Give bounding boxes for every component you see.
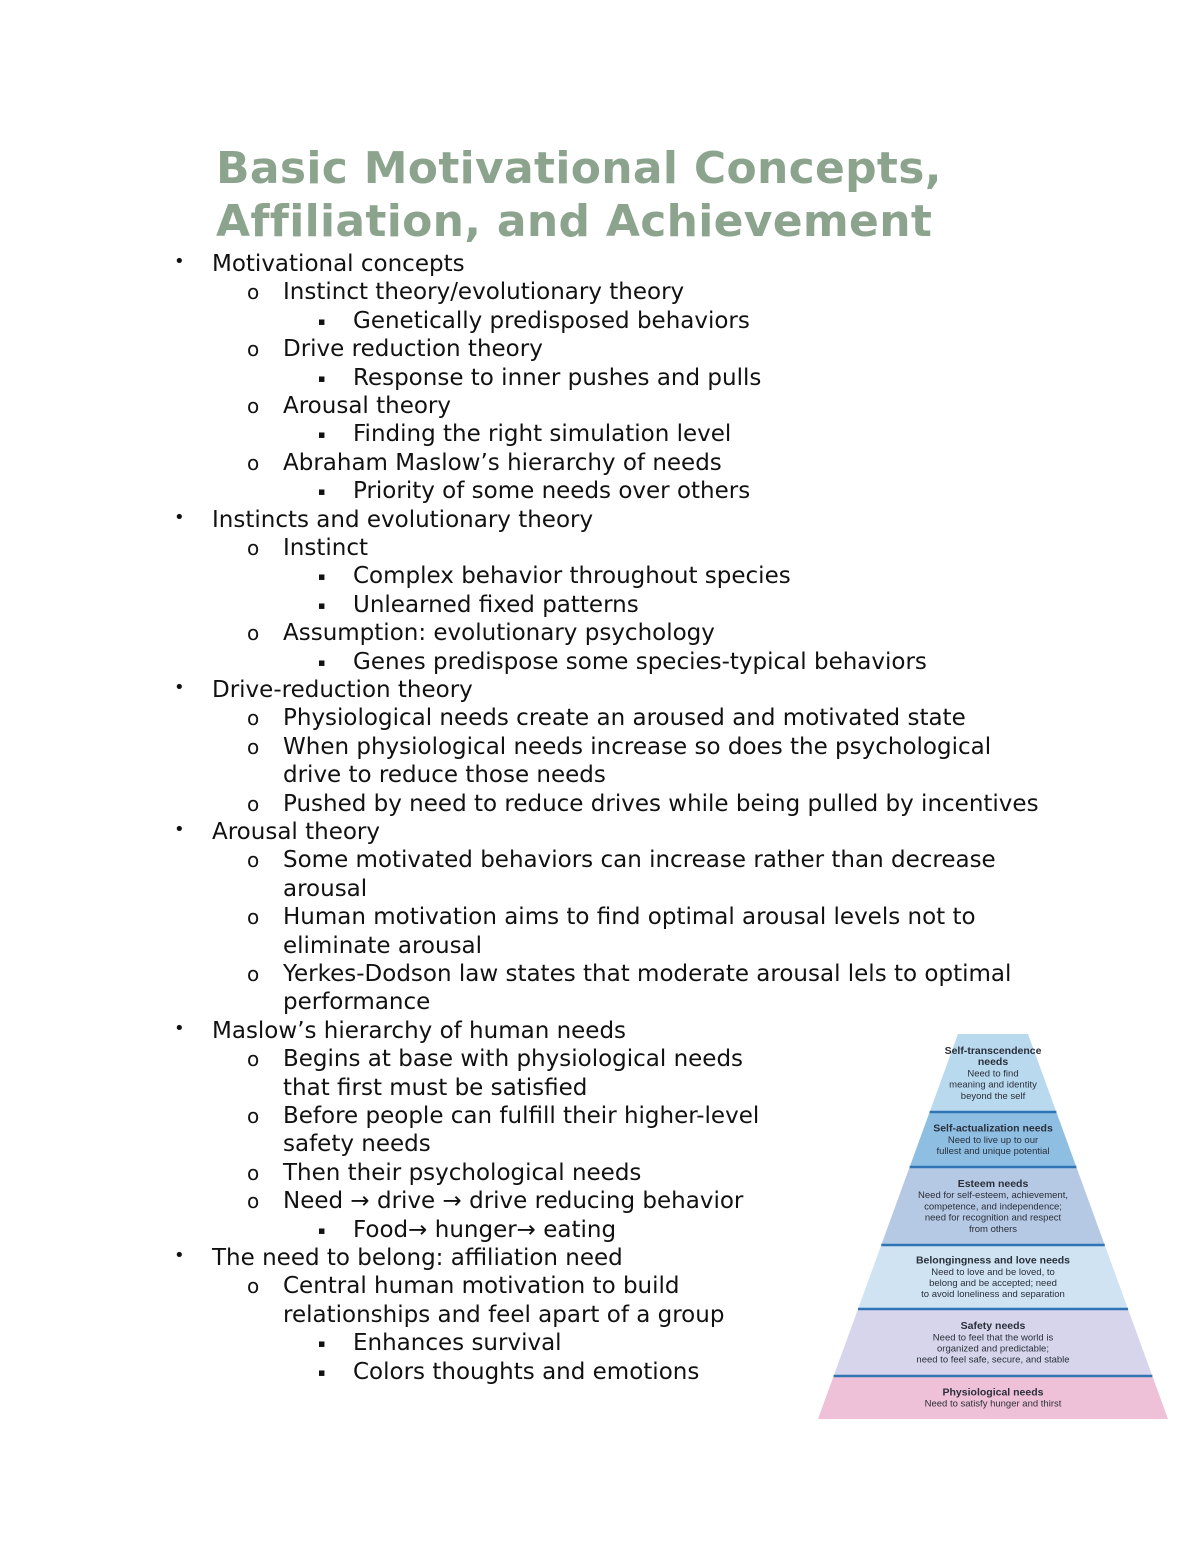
outline-item-level-1: Maslow’s hierarchy of human needs: [212, 1017, 627, 1044]
bullet-level-1-marker: •: [174, 1017, 185, 1039]
bullet-level-1-marker: •: [174, 677, 185, 698]
pyramid-tier-5-desc: organized and predictable;: [937, 1343, 1049, 1355]
outline-item-level-2: Begins at base with physiological needs: [283, 1046, 744, 1073]
pyramid-tier-5-desc: Need to feel that the world is: [932, 1332, 1054, 1344]
outline-item-level-1: The need to belong: affiliation need: [212, 1245, 623, 1271]
outline-item-level-2: When physiological needs increase so does the psychological: [283, 733, 992, 760]
outline-item-level-2: Arousal theory: [283, 393, 451, 419]
pyramid-tier-2-title: Self-actualization needs: [933, 1122, 1053, 1135]
bullet-level-1-marker: •: [174, 819, 185, 840]
bullet-level-2-marker: o: [247, 791, 260, 816]
bullet-level-2-marker: o: [247, 536, 260, 560]
pyramid-tier-4-desc: to avoid loneliness and separation: [921, 1289, 1065, 1301]
outline-item-level-2: Then their psychological needs: [283, 1159, 642, 1186]
outline-item-level-2: Some motivated behaviors can increase rather than decrease: [283, 847, 996, 874]
outline-item-level-3: Response to inner pushes and pulls: [353, 364, 762, 391]
title-line-1: Basic Motivational Concepts,: [216, 143, 942, 194]
bullet-level-2-marker: o: [247, 621, 260, 646]
bullet-level-1-marker: •: [174, 1245, 185, 1266]
outline-item-level-2: Yerkes-Dodson law states that moderate arousal lels to optimal: [283, 961, 1012, 987]
title-line-2: Affiliation, and Achievement: [216, 196, 933, 247]
pyramid-tier-5-title: Safety needs: [960, 1320, 1026, 1333]
pyramid-tier-1-title: Self-transcendence: [944, 1045, 1042, 1057]
outline-item-level-3: Genetically predisposed behaviors: [353, 307, 750, 334]
outline-item-level-1: Arousal theory: [212, 819, 380, 845]
pyramid-tier-3-title: Esteem needs: [957, 1178, 1029, 1190]
pyramid-tier-5-desc: need to feel safe, secure, and stable: [916, 1354, 1070, 1366]
pyramid-tier-1-title: needs: [977, 1056, 1009, 1069]
bullet-level-2-marker: o: [247, 706, 260, 731]
bullet-level-2-marker: o: [247, 450, 260, 475]
outline-item-level-2: Physiological needs create an aroused and motivated state: [283, 705, 966, 732]
pyramid-tier-4-desc: belong and be accepted; need: [929, 1278, 1057, 1289]
outline-item-level-2: Drive reduction theory: [283, 336, 543, 363]
pyramid-tier-1-desc: meaning and identity: [949, 1079, 1037, 1091]
pyramid-tier-6-desc: Need to satisfy hunger and thirst: [924, 1398, 1062, 1410]
outline-item-level-3: Enhances survival: [353, 1330, 562, 1357]
bullet-level-1-marker: •: [174, 506, 185, 528]
outline-item-level-2: Need → drive → drive reducing behavior: [283, 1188, 744, 1215]
outline-item-level-2: Instinct: [283, 535, 368, 561]
bullet-level-2-marker: o: [247, 337, 260, 362]
outline-item-level-2: Human motivation aims to find optimal arousal levels not to: [283, 904, 976, 931]
bullet-level-3-marker: ▪: [318, 428, 326, 442]
pyramid-tier-1-desc: beyond the self: [960, 1090, 1026, 1102]
bullet-level-3-marker: ▪: [318, 1365, 326, 1379]
outline-item-level-3: Finding the right simulation level: [353, 421, 732, 448]
outline-item-level-2: Before people can fulfill their higher-level: [283, 1103, 760, 1129]
bullet-level-1-marker: •: [174, 251, 185, 272]
bullet-level-2-marker: o: [247, 962, 260, 986]
bullet-level-3-marker: ▪: [318, 314, 326, 328]
outline-item-level-3: Priority of some needs over others: [353, 478, 751, 505]
pyramid-tier-2-desc: fullest and unique potential: [936, 1146, 1050, 1158]
pyramid-tier-3-desc: need for recognition and respect: [924, 1212, 1062, 1224]
bullet-level-3-marker: ▪: [318, 485, 326, 499]
outline-item-level-3: Colors thoughts and emotions: [353, 1358, 700, 1385]
outline-item-level-3: Complex behavior throughout species: [353, 563, 791, 590]
outline-item-level-2: Abraham Maslow’s hierarchy of needs: [283, 449, 722, 476]
bullet-level-3-marker: ▪: [318, 371, 326, 385]
bullet-level-2-marker: o: [247, 1160, 260, 1185]
outline-continuation-text: eliminate arousal: [283, 932, 483, 959]
pyramid-tier-3-desc: Need for self-esteem, achievement,: [918, 1190, 1068, 1202]
outline-item-level-2: Pushed by need to reduce drives while being pulled by incentives: [283, 790, 1039, 817]
outline-continuation-text: safety needs: [283, 1131, 431, 1158]
bullet-level-3-marker: ▪: [318, 598, 326, 612]
bullet-level-2-marker: o: [247, 1274, 260, 1299]
bullet-level-3-marker: ▪: [318, 1223, 326, 1237]
outline-item-level-1: Motivational concepts: [212, 251, 465, 277]
outline-item-level-3: Food→ hunger→ eating: [353, 1216, 617, 1243]
bullet-level-2-marker: o: [247, 394, 260, 418]
outline-item-level-2: Assumption: evolutionary psychology: [283, 620, 715, 647]
maslow-hierarchy-pyramid: [818, 1032, 1168, 1419]
outline-item-level-2: Instinct theory/evolutionary theory: [283, 279, 685, 306]
pyramid-tier-4-title: Belongingness and love needs: [915, 1254, 1071, 1267]
outline-continuation-text: drive to reduce those needs: [283, 762, 606, 789]
pyramid-tier-4-desc: Need to love and be loved, to: [931, 1266, 1055, 1278]
bullet-level-2-marker: o: [247, 848, 260, 873]
bullet-level-3-marker: ▪: [318, 570, 326, 584]
document-title: [216, 142, 942, 248]
outline-continuation-text: performance: [283, 989, 431, 1016]
pyramid-tier-3-desc: competence, and independence;: [924, 1201, 1062, 1213]
outline-item-level-3: Unlearned fixed patterns: [353, 591, 639, 618]
bullet-level-3-marker: ▪: [318, 1337, 326, 1351]
outline-item-level-2: Central human motivation to build: [283, 1273, 680, 1300]
outline-item-level-1: Drive-reduction theory: [212, 677, 473, 703]
bullet-level-2-marker: o: [247, 280, 260, 305]
outline-continuation-text: relationships and feel apart of a group: [283, 1301, 725, 1328]
pyramid-tier-1-desc: Need to find: [967, 1068, 1019, 1080]
bullet-level-2-marker: o: [247, 1189, 260, 1214]
pyramid-tier-6-title: Physiological needs: [942, 1386, 1044, 1399]
outline-continuation-text: arousal: [283, 875, 368, 902]
pyramid-tier-2-desc: Need to live up to our: [947, 1134, 1039, 1146]
pyramid-tier-3-desc: from others: [968, 1223, 1018, 1235]
bullet-level-2-marker: o: [247, 905, 260, 930]
bullet-level-3-marker: ▪: [318, 655, 326, 669]
bullet-level-2-marker: o: [247, 1047, 260, 1072]
outline-item-level-3: Genes predispose some species-typical behaviors: [353, 648, 927, 675]
bullet-level-2-marker: o: [247, 734, 260, 759]
outline-item-level-1: Instincts and evolutionary theory: [212, 506, 594, 533]
bullet-level-2-marker: o: [247, 1104, 260, 1128]
outline-continuation-text: that first must be satisfied: [283, 1074, 588, 1101]
